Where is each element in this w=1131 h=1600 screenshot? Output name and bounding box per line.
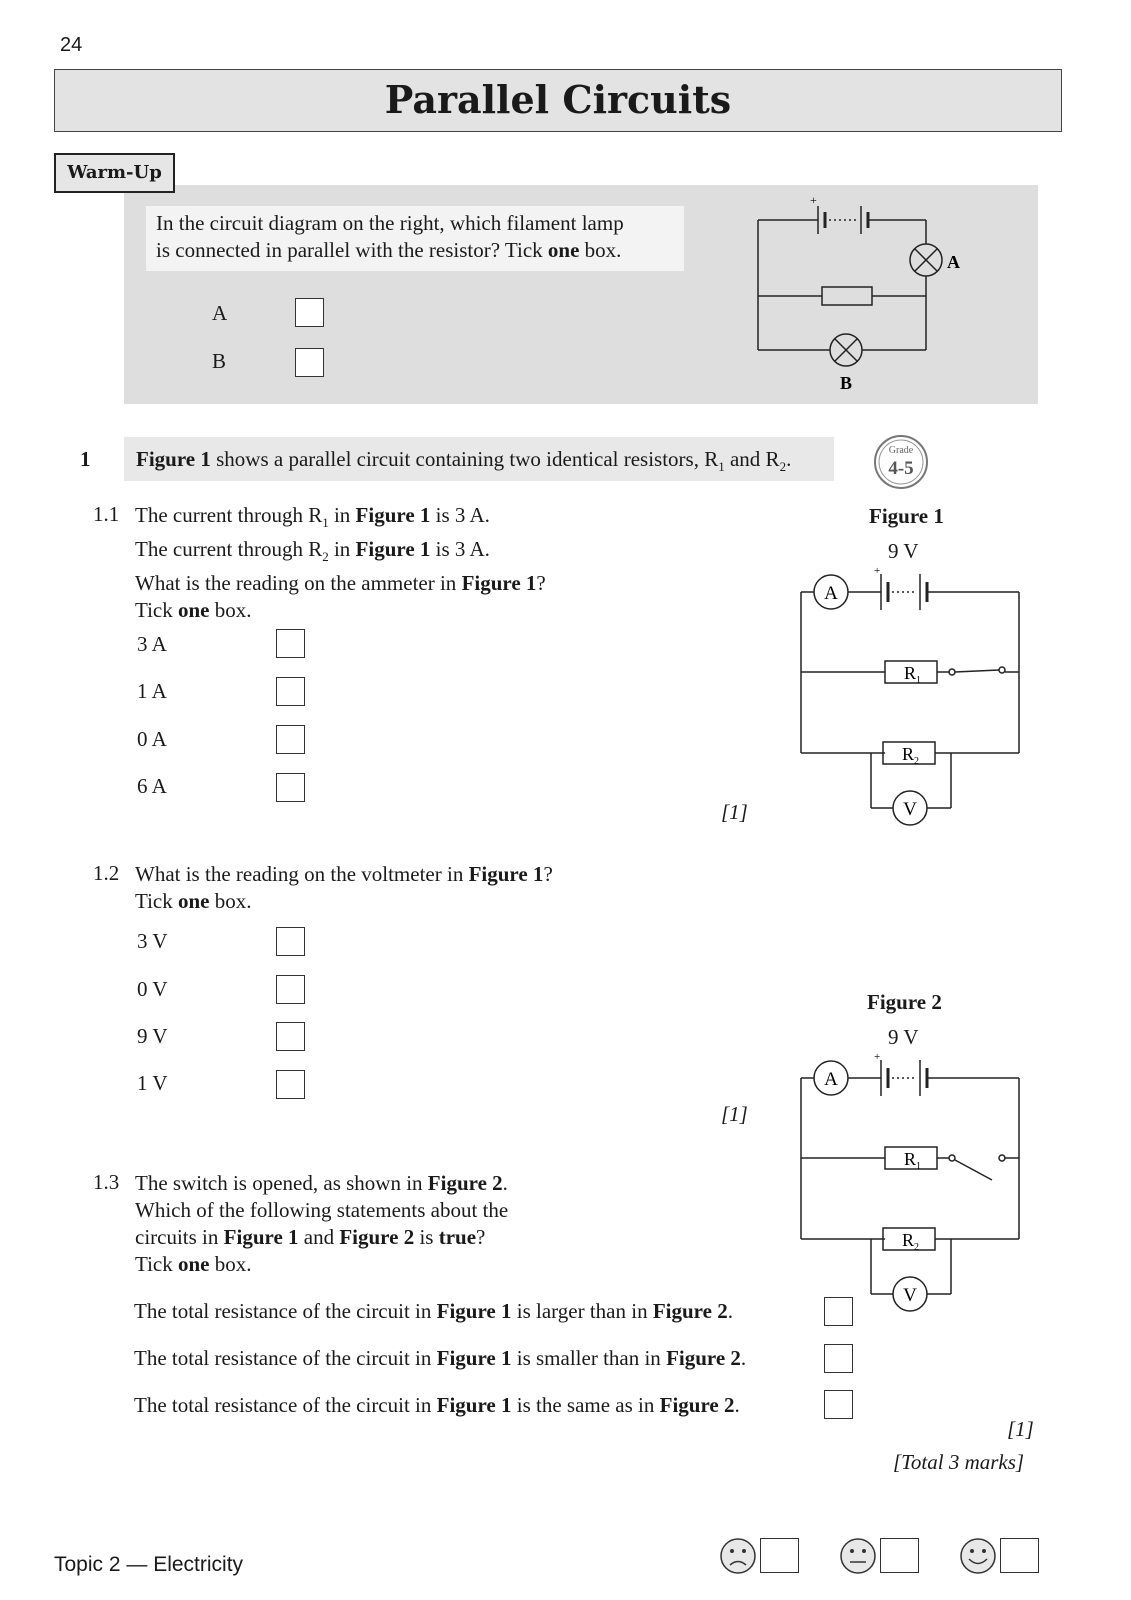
q1-2-option-label: 1 V [137,1071,168,1095]
page-number: 24 [60,34,83,56]
figure-1-circuit [795,560,1025,830]
figure-1-voltmeter-label: V [903,799,917,820]
q1-1-option-checkbox[interactable] [276,677,305,706]
q1-2-option-label: 0 V [137,977,168,1001]
q1-2-option-checkbox[interactable] [276,1070,305,1099]
confidence-box-low[interactable] [760,1538,799,1573]
q1-1-option-label: 1 A [137,679,167,703]
grade-label: Grade [888,445,914,456]
q1-3-statement: The total resistance of the circuit in Figure 1 is the same as in Figure 2. [134,1393,740,1417]
confidence-box-high[interactable] [1000,1538,1039,1573]
q1-3-statement-checkbox[interactable] [824,1297,853,1326]
warmup-lamp-b-label: B [840,373,853,393]
figure-2-voltmeter-label: V [903,1285,917,1306]
happy-face-icon [958,1536,998,1576]
warmup-question [146,206,684,271]
q1-3-statement-checkbox[interactable] [824,1390,853,1419]
figure-1-ammeter-label: A [824,583,838,604]
figure-2-title: Figure 2 [867,990,942,1014]
q1-1-mark: [1] [721,800,748,824]
q1-1-option-checkbox[interactable] [276,725,305,754]
warmup-question-line2: is connected in parallel with the resistor? Tick one box. [156,238,622,262]
q1-1-option-label: 0 A [137,727,167,751]
figure-2-ammeter-label: A [824,1069,838,1090]
question-1-number: 1 [80,447,91,471]
figure-1-r2-label: $R_2$ [902,744,920,767]
neutral-face-icon [838,1536,878,1576]
figure-2-circuit [795,1046,1025,1316]
figure-2-battery-plus: + [874,1051,881,1063]
warmup-option-a-label: A [212,301,228,325]
sad-face-icon [718,1536,758,1576]
q1-1-option-label: 6 A [137,774,167,798]
q1-1-option-checkbox[interactable] [276,773,305,802]
q1-2-option-label: 9 V [137,1024,168,1048]
q1-2-option-checkbox[interactable] [276,1022,305,1051]
grade-value: 4-5 [888,458,914,479]
figure-1-voltage: 9 V [888,539,919,563]
warmup-lamp-a-label: A [947,252,960,272]
q1-2-option-checkbox[interactable] [276,975,305,1004]
figure-2-voltage: 9 V [888,1025,919,1049]
warmup-option-b-label: B [212,349,227,373]
warmup-battery-plus: + [810,193,817,207]
question-1-3-text: The switch is opened, as shown in Figure 2. Which of the following statements about the circuits in Figure 1 and Figure 2 is true? Tick one box. [135,1171,509,1276]
figure-2-r1-label: $R_1$ [904,1149,922,1172]
warmup-option-b-checkbox[interactable] [295,348,324,377]
q1-1-option-checkbox[interactable] [276,629,305,658]
figure-1-r1-label: $R_1$ [904,663,922,686]
q1-1-option-label: 3 A [137,632,167,656]
q1-2-mark: [1] [721,1102,748,1126]
question-1-1-number: 1.1 [93,502,120,526]
question-1-2-text: What is the reading on the voltmeter in Figure 1? Tick one box. [135,862,553,913]
total-marks: [Total 3 marks] [893,1450,1025,1474]
q1-3-mark: [1] [1007,1417,1034,1441]
warmup-circuit-diagram [740,186,980,401]
warmup-tab: Warm-Up [54,153,175,193]
warmup-option-a-checkbox[interactable] [295,298,324,327]
q1-3-statement-checkbox[interactable] [824,1344,853,1373]
footer-topic: Topic 2 — Electricity [54,1553,244,1576]
question-1-2-number: 1.2 [93,861,120,885]
confidence-box-medium[interactable] [880,1538,919,1573]
q1-2-option-label: 3 V [137,929,168,953]
warmup-question-line1: In the circuit diagram on the right, which filament lamp [156,211,624,235]
question-1-intro: Figure 1 shows a parallel circuit containing two identical resistors, $R_1$ and $R_2$. [124,437,834,481]
q1-3-statement: The total resistance of the circuit in Figure 1 is larger than in Figure 2. [134,1299,733,1323]
grade-badge [871,433,931,491]
figure-1-battery-plus: + [874,565,881,577]
question-1-3-number: 1.3 [93,1170,120,1194]
q1-3-statement: The total resistance of the circuit in Figure 1 is smaller than in Figure 2. [134,1346,747,1370]
question-1-1-text: The current through $R_1$ in Figure 1 is 3 A. The current through $R_2$ in Figure 1 is 3 A. What is the reading on the ammeter in Figure 1? Tick one box. [135,503,546,623]
page-title: Parallel Circuits [54,69,1062,132]
figure-1-title: Figure 1 [869,504,944,528]
q1-2-option-checkbox[interactable] [276,927,305,956]
figure-2-r2-label: $R_2$ [902,1230,920,1253]
